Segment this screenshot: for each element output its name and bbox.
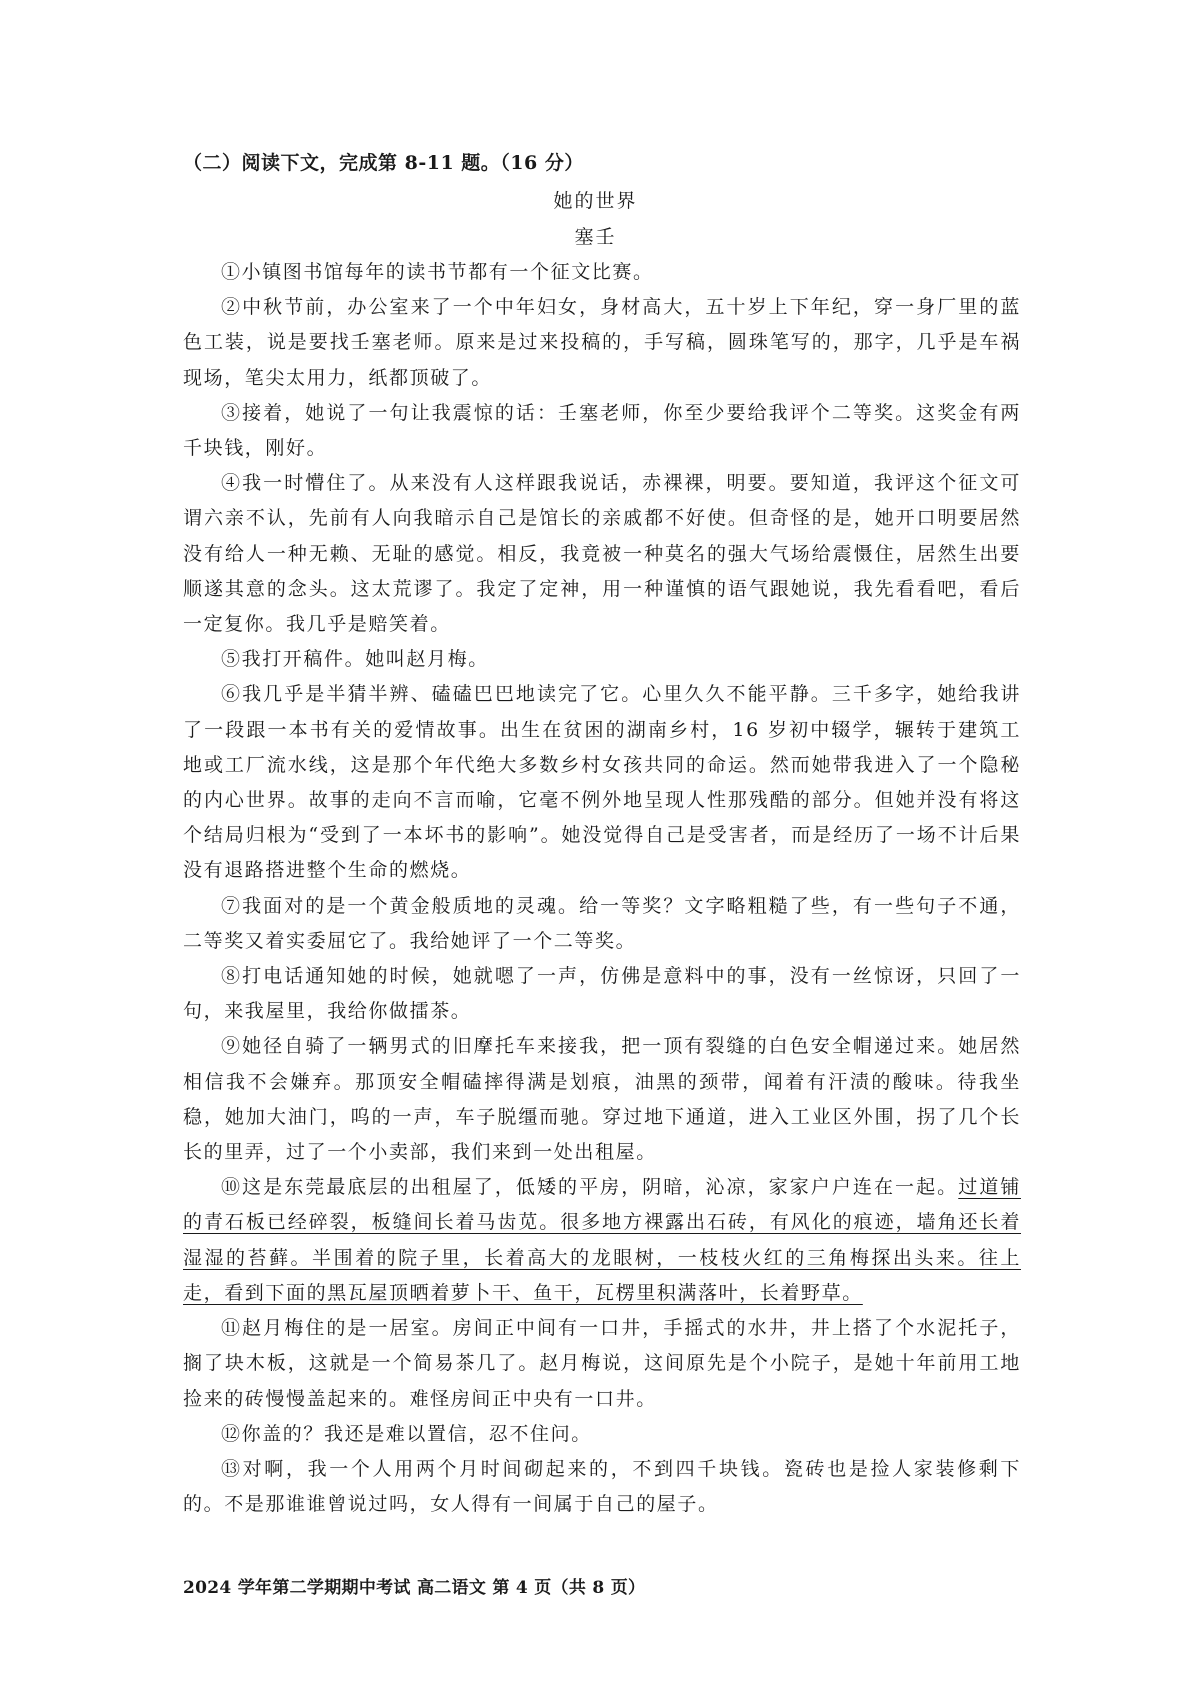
paragraph-12: ⑫你盖的？我还是难以置信，忍不住问。: [221, 1422, 592, 1445]
paragraph-9: ⑨她径自骑了一辆男式的旧摩托车来接我，把一顶有裂缝的白色安全帽递过来。她居然相信我不会嫌弃。那顶安全帽磕摔得满是划痕，油黑的颈带，闻着有汗渍的酸味。待我坐稳，她加大油门，呜的一声，车子脱缰而驰。穿过地下通道，进入工业区外围，拐了几个长长的里弄，过了一个小卖部，我们来到一处出租屋。: [183, 1035, 1021, 1164]
paragraph-10: [183, 1170, 1021, 1311]
paragraph-13: ⑬对啊，我一个人用两个月时间砌起来的，不到四千块钱。瓷砖也是捡人家装修剩下的。不是那谁谁曾说过吗，女人得有一间属于自己的屋子。: [183, 1457, 1021, 1516]
article-title: 她的世界: [553, 190, 638, 212]
section-heading: （二）阅读下文，完成第 8-11 题。（16 分）: [183, 152, 584, 174]
paragraph-4: ④我一时懵住了。从来没有人这样跟我说话，赤裸裸，明要。要知道，我评这个征文可谓六亲不认，先前有人向我暗示自己是馆长的亲戚都不好使。但奇怪的是，她开口明要居然没有给人一种无赖、无耻的感觉。相反，我竟被一种莫名的强大气场给震慑住，居然生出要顺遂其意的念头。这太荒谬了。我定了定神，用一种谨慎的语气跟她说，我先看看吧，看后一定复你。我几乎是赔笑着。: [183, 472, 1021, 636]
paragraph-3: ③接着，她说了一句让我震惊的话：壬塞老师，你至少要给我评个二等奖。这奖金有两千块钱，刚好。: [183, 401, 1021, 460]
paragraph-5: ⑤我打开稿件。她叫赵月梅。: [221, 648, 489, 671]
paragraph-10-underlined-passage: 过道铺的青石板已经碎裂，板缝间长着马齿苋。很多地方裸露出石砖，有风化的痕迹，墙角还长着湿湿的苔藓。半围着的院子里，长着高大的龙眼树，一枝枝火红的三角梅探出头来。往上走，看到下面的黑瓦屋顶晒着萝卜干、鱼干，瓦楞里积满落叶，长着野草。: [183, 1176, 1021, 1304]
paragraph-10-lead: ⑩这是东莞最底层的出租屋了，低矮的平房，阴暗，沁凉，家家户户连在一起。: [221, 1176, 959, 1199]
page-footer: 2024 学年第二学期期中考试 高二语文 第 4 页（共 8 页）: [183, 1578, 646, 1598]
paragraph-1: ①小镇图书馆每年的读书节都有一个征文比赛。: [221, 261, 654, 283]
article-author: 塞壬: [574, 226, 617, 248]
paragraph-11: ⑪赵月梅住的是一居室。房间正中间有一口井，手摇式的水井，井上搭了个水泥托子，搁了块木板，这就是一个简易茶几了。赵月梅说，这间原先是个小院子，是她十年前用工地捡来的砖慢慢盖起来的。难怪房间正中央有一口井。: [183, 1317, 1021, 1410]
paragraph-6: ⑥我几乎是半猜半辨、磕磕巴巴地读完了它。心里久久不能平静。三千多字，她给我讲了一段跟一本书有关的爱情故事。出生在贫困的湖南乡村，16 岁初中辍学，辗转于建筑工地或工厂流水线，这是那个年代绝大多数乡村女孩共同的命运。然而她带我进入了一个隐秘的内心世界。故事的走向不言而喻，它毫不例外地呈现人性那残酷的部分。但她并没有将这个结局归根为“受到了一本坏书的影响”。她没觉得自己是受害者，而是经历了一场不计后果没有退路搭进整个生命的燃烧。: [183, 683, 1021, 882]
paragraph-2: ②中秋节前，办公室来了一个中年妇女，身材高大，五十岁上下年纪，穿一身厂里的蓝色工装，说是要找壬塞老师。原来是过来投稿的，手写稿，圆珠笔写的，那字，几乎是车祸现场，笔尖太用力，纸都顶破了。: [183, 296, 1021, 389]
article-body: [183, 255, 1021, 1522]
paragraph-8: ⑧打电话通知她的时候，她就嗯了一声，仿佛是意料中的事，没有一丝惊讶，只回了一句，来我屋里，我给你做擂茶。: [183, 965, 1021, 1023]
paragraph-7: ⑦我面对的是一个黄金般质地的灵魂。给一等奖？文字略粗糙了些，有一些句子不通，二等奖又着实委屈它了。我给她评了一个二等奖。: [183, 894, 1021, 952]
